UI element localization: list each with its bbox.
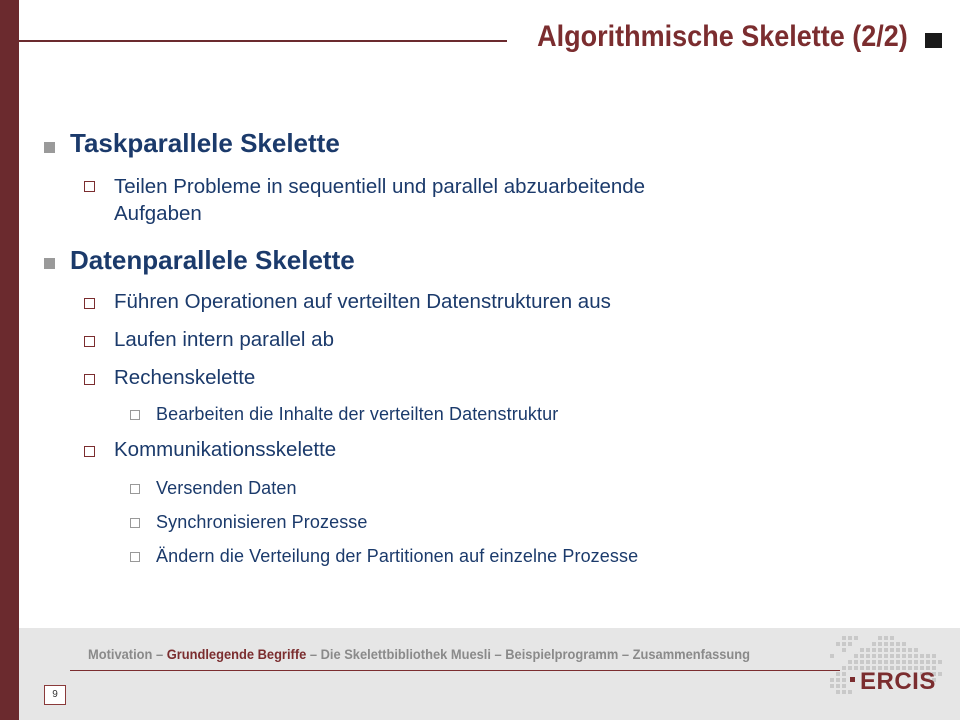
footer-rule — [70, 670, 840, 671]
bullet-hollow-square-icon — [84, 374, 95, 385]
point-laufen: Laufen intern parallel ab — [114, 328, 334, 351]
bullet-square-icon — [44, 142, 55, 153]
subpoint-aendern: Ändern die Verteilung der Partitionen auf einzelne Prozesse — [156, 546, 639, 566]
point-kommunikation: Kommunikationsskelette — [114, 438, 337, 461]
point-rechenskelette: Rechenskelette — [114, 366, 256, 389]
point-teilen-line2: Aufgaben — [114, 202, 202, 225]
ercis-logo: ERCIS — [860, 668, 936, 695]
point-fuehren: Führen Operationen auf verteilten Datenstrukturen aus — [114, 290, 611, 313]
nav-motivation: Motivation – — [88, 646, 167, 662]
logo-dot — [850, 677, 855, 682]
heading-datenparallel: Datenparallele Skelette — [70, 245, 355, 275]
slide-title: Algorithmische Skelette (2/2) — [537, 20, 908, 53]
title-rule — [19, 40, 507, 42]
subpoint-synchronisieren: Synchronisieren Prozesse — [156, 512, 368, 532]
bullet-small-square-icon — [130, 518, 140, 528]
left-accent-bar — [0, 0, 19, 720]
bullet-hollow-square-icon — [84, 298, 95, 309]
footer-navigation — [88, 646, 750, 662]
bullet-small-square-icon — [130, 484, 140, 494]
point-teilen-line1: Teilen Probleme in sequentiell und parallel abzuarbeitende — [114, 175, 646, 198]
heading-taskparallel: Taskparallele Skelette — [70, 128, 340, 158]
bullet-hollow-square-icon — [84, 181, 95, 192]
bullet-hollow-square-icon — [84, 446, 95, 457]
bullet-square-icon — [44, 258, 55, 269]
bullet-hollow-square-icon — [84, 336, 95, 347]
nav-current-section: Grundlegende Begriffe — [166, 646, 307, 662]
subpoint-versenden: Versenden Daten — [156, 478, 297, 498]
title-square-icon — [925, 33, 942, 48]
subpoint-bearbeiten: Bearbeiten die Inhalte der verteilten Datenstruktur — [156, 404, 559, 424]
bullet-small-square-icon — [130, 552, 140, 562]
nav-rest: – Die Skelettbibliothek Muesli – Beispielprogramm – Zusammenfassung — [306, 646, 751, 662]
bullet-small-square-icon — [130, 410, 140, 420]
page-number: 9 — [44, 685, 66, 705]
